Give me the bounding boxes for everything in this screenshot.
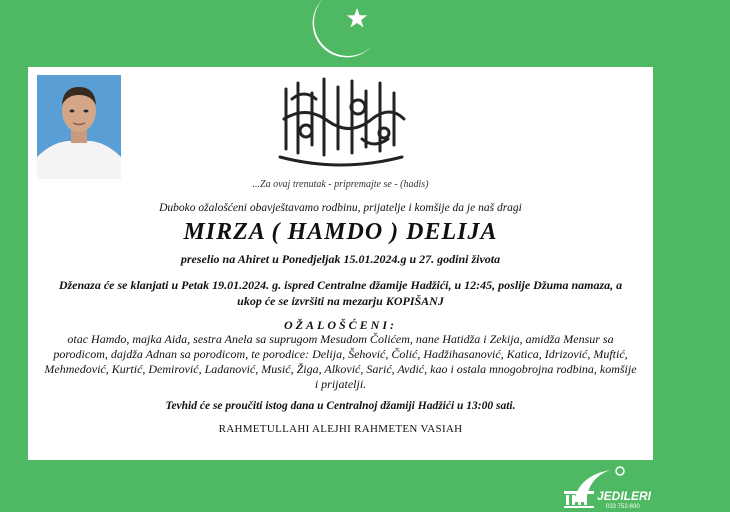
funeral-details: Dženaza će se klanjati u Petak 19.01.2024. g. ispred Centralne džamije Hadžići, u 12:45, poslije Džuma namaza, a ukop će se izvršiti na mezarju KOPIŠANJ [58,278,623,308]
arabic-calligraphy-emblem [266,69,416,177]
announcement-intro: Duboko ožalošćeni obavještavamo rodbinu, prijatelje i komšije da je naš dragi [159,202,522,214]
mourners-heading: OŽALOŠĆENI: [283,318,397,332]
portrait-photo [37,75,121,179]
crescent-star-icon [302,0,378,68]
hadith-quote: ...Za ovaj trenutak - pripremajte se - (hadis) [252,179,429,190]
deceased-name: MIRZA ( HAMDO ) DELIJA [183,219,498,245]
date-of-death: preselio na Ahiret u Ponedjeljak 15.01.2024.g u 27. godini života [180,252,501,266]
obituary-card [28,67,653,460]
logo-phone: 033 752-600 [606,504,640,510]
tevhid-notice: Tevhid će se proučiti istog dana u Centralnoj džamiji Hadžići u 13:00 sati. [165,400,516,412]
mourners-list: otac Hamdo, majka Aida, sestra Anela sa suprugom Mesudom Čolićem, nane Hatidža i Zekija, amidža Mensur sa porodicom, dajdža Adnan sa porodicom, te porodice: Delija, Šehović, Čolić, Hadžihasanović, Katica, Idrizović, Muftić, Mehmedović, Kurtić, Demirović, Ladanović, Musić, Žiga, Alković, Sarić, Avdić, kao i ostala mnogobrojna rodbina, komšije i prijatelji. [44,332,637,391]
closing-prayer: RAHMETULLAHI ALEJHI RAHMETEN VASIAH [218,423,463,435]
logo-name: JEDILERI [597,489,652,503]
